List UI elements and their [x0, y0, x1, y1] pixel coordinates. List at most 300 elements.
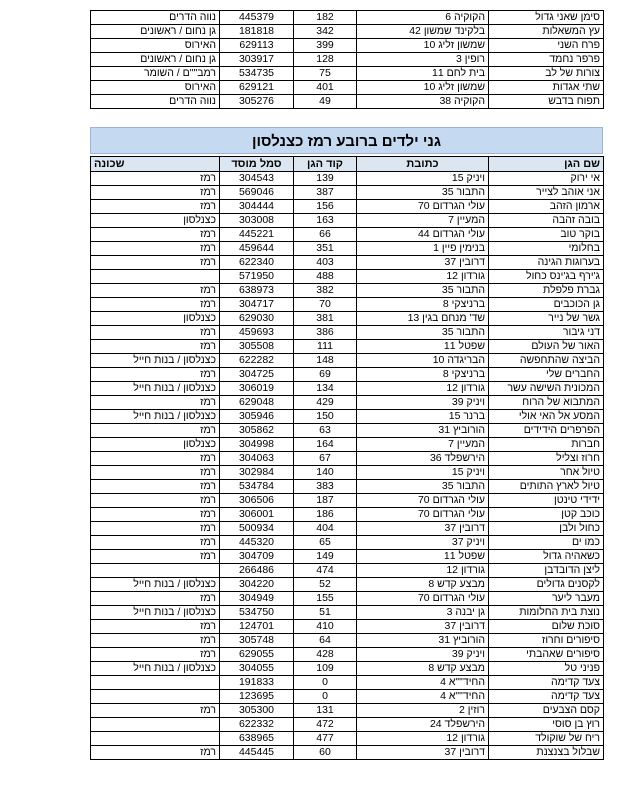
cell-id: 459644	[220, 242, 294, 256]
table-row	[91, 326, 604, 340]
cell-code: 182	[294, 11, 357, 25]
cell-address: עולי הגרדום 44	[357, 228, 489, 242]
cell-code: 60	[294, 746, 357, 760]
cell-id: 638965	[220, 732, 294, 746]
cell-id: 445221	[220, 228, 294, 242]
cell-code: 0	[294, 690, 357, 704]
table-row	[91, 214, 604, 228]
kindergartens-table	[90, 156, 604, 760]
cell-id: 534750	[220, 606, 294, 620]
cell-address: גורדון 12	[357, 382, 489, 396]
table-row	[91, 522, 604, 536]
cell-address: מבצע קדש 8	[357, 578, 489, 592]
cell-id: 622332	[220, 718, 294, 732]
table-row	[91, 634, 604, 648]
cell-address: שפטל 11	[357, 550, 489, 564]
cell-name: האור של העולם	[489, 340, 604, 354]
cell-code: 187	[294, 494, 357, 508]
table-row	[91, 53, 604, 67]
cell-neighborhood: רמז	[91, 508, 220, 522]
table-row	[91, 284, 604, 298]
table-row	[91, 578, 604, 592]
cell-id: 534735	[220, 67, 294, 81]
table-row	[91, 256, 604, 270]
table-row	[91, 746, 604, 760]
cell-neighborhood: רמז	[91, 648, 220, 662]
cell-address: החיד""א 4	[357, 690, 489, 704]
cell-neighborhood: רמז	[91, 186, 220, 200]
cell-code: 69	[294, 368, 357, 382]
cell-id: 571950	[220, 270, 294, 284]
cell-id: 304063	[220, 452, 294, 466]
cell-address: הקוקיה 6	[357, 11, 489, 25]
cell-address: גורדון 12	[357, 270, 489, 284]
cell-code: 403	[294, 256, 357, 270]
cell-neighborhood: רמז	[91, 522, 220, 536]
cell-code: 488	[294, 270, 357, 284]
cell-name: פרפר נחמד	[489, 53, 604, 67]
cell-name: טיול אחר	[489, 466, 604, 480]
table-body	[91, 172, 604, 760]
cell-code: 63	[294, 424, 357, 438]
cell-id: 629030	[220, 312, 294, 326]
cell-id: 629048	[220, 396, 294, 410]
cell-code: 70	[294, 298, 357, 312]
cell-address: הורוביץ 31	[357, 634, 489, 648]
cell-address: עולי הגרדום 70	[357, 592, 489, 606]
cell-id: 304055	[220, 662, 294, 676]
cell-neighborhood: רמז	[91, 536, 220, 550]
table-row	[91, 424, 604, 438]
cell-address: עולי הגרדום 70	[357, 494, 489, 508]
cell-address: ויניק 15	[357, 466, 489, 480]
cell-name: צורות של לב	[489, 67, 604, 81]
cell-id: 305862	[220, 424, 294, 438]
cell-name: ידידי טינטן	[489, 494, 604, 508]
cell-address: דרובין 37	[357, 522, 489, 536]
table-row	[91, 81, 604, 95]
table-row	[91, 662, 604, 676]
table-row	[91, 480, 604, 494]
cell-id: 306001	[220, 508, 294, 522]
table-row	[91, 270, 604, 284]
cell-neighborhood	[91, 718, 220, 732]
cell-neighborhood: גן נחום / ראשונים	[91, 25, 220, 39]
cell-code: 163	[294, 214, 357, 228]
cell-neighborhood	[91, 270, 220, 284]
cell-neighborhood: רמז	[91, 634, 220, 648]
cell-code: 75	[294, 67, 357, 81]
cell-neighborhood: נווה הדרים	[91, 11, 220, 25]
cell-address: הבריגדה 10	[357, 354, 489, 368]
table-row	[91, 186, 604, 200]
cell-address: הקוקיה 38	[357, 95, 489, 109]
cell-name: תפוח בדבש	[489, 95, 604, 109]
cell-neighborhood: כצנלסון / בנות חייל	[91, 354, 220, 368]
cell-address: החיד""א 4	[357, 676, 489, 690]
table-row	[91, 676, 604, 690]
cell-neighborhood: גן נחום / ראשונים	[91, 53, 220, 67]
table-row	[91, 452, 604, 466]
cell-id: 304543	[220, 172, 294, 186]
cell-code: 404	[294, 522, 357, 536]
cell-address: שפטל 11	[357, 340, 489, 354]
cell-name: גן הכוכבים	[489, 298, 604, 312]
cell-address: הירשפלד 36	[357, 452, 489, 466]
cell-id: 304949	[220, 592, 294, 606]
cell-id: 638973	[220, 284, 294, 298]
cell-code: 51	[294, 606, 357, 620]
cell-id: 305748	[220, 634, 294, 648]
cell-code: 351	[294, 242, 357, 256]
cell-name: צעד קדימה	[489, 676, 604, 690]
cell-id: 181818	[220, 25, 294, 39]
cell-neighborhood: נווה הדרים	[91, 95, 220, 109]
cell-neighborhood	[91, 564, 220, 578]
cell-name: גשר של נייר	[489, 312, 604, 326]
cell-name: החברים שלי	[489, 368, 604, 382]
cell-id: 445320	[220, 536, 294, 550]
cell-name: סוכת שלום	[489, 620, 604, 634]
cell-address: ויניק 15	[357, 172, 489, 186]
table-row	[91, 564, 604, 578]
cell-code: 386	[294, 326, 357, 340]
cell-neighborhood: רמז	[91, 200, 220, 214]
cell-address: ויניק 37	[357, 536, 489, 550]
cell-id: 622340	[220, 256, 294, 270]
cell-id: 622282	[220, 354, 294, 368]
cell-address: המעיין 7	[357, 438, 489, 452]
cell-neighborhood	[91, 676, 220, 690]
cell-id: 304998	[220, 438, 294, 452]
cell-neighborhood: רמז	[91, 466, 220, 480]
table-row	[91, 732, 604, 746]
cell-name: כשאהיה גדול	[489, 550, 604, 564]
cell-code: 401	[294, 81, 357, 95]
table-row	[91, 11, 604, 25]
cell-name: ליצן הדובדבן	[489, 564, 604, 578]
cell-code: 49	[294, 95, 357, 109]
cell-address: התבור 35	[357, 186, 489, 200]
cell-address: גורדון 12	[357, 564, 489, 578]
cell-name: פניני טל	[489, 662, 604, 676]
cell-neighborhood: רמז	[91, 480, 220, 494]
cell-address: גן יבנה 3	[357, 606, 489, 620]
cell-neighborhood: כצנלסון / בנות חייל	[91, 382, 220, 396]
cell-name: אי ירוק	[489, 172, 604, 186]
cell-code: 67	[294, 452, 357, 466]
table-row	[91, 690, 604, 704]
cell-code: 131	[294, 704, 357, 718]
cell-neighborhood: רמז	[91, 326, 220, 340]
cell-neighborhood: רמז	[91, 746, 220, 760]
cell-address: בית לחם 11	[357, 67, 489, 81]
table-row	[91, 620, 604, 634]
cell-code: 342	[294, 25, 357, 39]
cell-id: 266486	[220, 564, 294, 578]
cell-address: דרובין 37	[357, 256, 489, 270]
cell-id: 629121	[220, 81, 294, 95]
cell-id: 569046	[220, 186, 294, 200]
cell-neighborhood: רמז	[91, 452, 220, 466]
cell-code: 381	[294, 312, 357, 326]
cell-id: 304709	[220, 550, 294, 564]
cell-name: בערוגות הגינה	[489, 256, 604, 270]
table-row	[91, 95, 604, 109]
cell-neighborhood: רמז	[91, 242, 220, 256]
cell-code: 429	[294, 396, 357, 410]
header-address: כתובת	[357, 157, 489, 172]
table-row	[91, 242, 604, 256]
cell-name: בובה זהבה	[489, 214, 604, 228]
cell-id: 500934	[220, 522, 294, 536]
cell-id: 304444	[220, 200, 294, 214]
cell-address: המעיין 7	[357, 214, 489, 228]
cell-neighborhood: רמז	[91, 368, 220, 382]
cell-name: רוץ בן סוסי	[489, 718, 604, 732]
cell-neighborhood: רמז	[91, 550, 220, 564]
cell-name: טיול לארץ התותים	[489, 480, 604, 494]
cell-code: 428	[294, 648, 357, 662]
cell-neighborhood: רמז	[91, 172, 220, 186]
cell-neighborhood: כצנלסון	[91, 312, 220, 326]
cell-code: 66	[294, 228, 357, 242]
cell-id: 305300	[220, 704, 294, 718]
table-row	[91, 606, 604, 620]
table-row	[91, 704, 604, 718]
cell-code: 65	[294, 536, 357, 550]
cell-id: 305508	[220, 340, 294, 354]
cell-code: 399	[294, 39, 357, 53]
cell-name: דני גיבור	[489, 326, 604, 340]
cell-address: בלקינד שמשון 42	[357, 25, 489, 39]
cell-id: 306019	[220, 382, 294, 396]
table-row	[91, 172, 604, 186]
cell-address: דרובין 37	[357, 620, 489, 634]
cell-name: בחלומי	[489, 242, 604, 256]
table-row	[91, 67, 604, 81]
cell-code: 382	[294, 284, 357, 298]
cell-address: ברנר 15	[357, 410, 489, 424]
cell-neighborhood	[91, 690, 220, 704]
header-code: קוד הגן	[294, 157, 357, 172]
cell-name: גברת פלפלת	[489, 284, 604, 298]
cell-name: עץ המשאלות	[489, 25, 604, 39]
previous-section-rows	[91, 11, 604, 109]
table-row	[91, 592, 604, 606]
cell-name: נוצת בית החלומות	[489, 606, 604, 620]
cell-id: 304717	[220, 298, 294, 312]
cell-address: התבור 35	[357, 480, 489, 494]
cell-neighborhood: כצנלסון / בנות חייל	[91, 662, 220, 676]
table-row	[91, 340, 604, 354]
cell-name: כמו ים	[489, 536, 604, 550]
cell-code: 149	[294, 550, 357, 564]
table-row	[91, 438, 604, 452]
cell-neighborhood: רמז	[91, 340, 220, 354]
cell-neighborhood: האירוס	[91, 81, 220, 95]
cell-neighborhood: האירוס	[91, 39, 220, 53]
cell-address: התבור 35	[357, 284, 489, 298]
cell-name: קסם הצבעים	[489, 704, 604, 718]
cell-id: 123695	[220, 690, 294, 704]
cell-name: ריח של שוקולד	[489, 732, 604, 746]
cell-address: רופין 3	[357, 53, 489, 67]
table-row	[91, 228, 604, 242]
cell-address: גורדון 12	[357, 732, 489, 746]
table-row	[91, 494, 604, 508]
header-name: שם הגן	[489, 157, 604, 172]
cell-address: ברניצקי 8	[357, 298, 489, 312]
cell-code: 0	[294, 676, 357, 690]
cell-id: 305276	[220, 95, 294, 109]
cell-name: ארמון הזהב	[489, 200, 604, 214]
cell-id: 302984	[220, 466, 294, 480]
cell-code: 139	[294, 172, 357, 186]
cell-neighborhood: רמז	[91, 592, 220, 606]
cell-code: 477	[294, 732, 357, 746]
cell-id: 124701	[220, 620, 294, 634]
cell-id: 305946	[220, 410, 294, 424]
cell-code: 134	[294, 382, 357, 396]
cell-name: צעד קדימה	[489, 690, 604, 704]
cell-name: חרוז וצליל	[489, 452, 604, 466]
cell-address: שד' מנחם בגין 13	[357, 312, 489, 326]
table-row	[91, 648, 604, 662]
cell-neighborhood: רמז	[91, 424, 220, 438]
cell-code: 111	[294, 340, 357, 354]
cell-name: המכונית השישה עשר	[489, 382, 604, 396]
table-row	[91, 39, 604, 53]
cell-name: הפרפרים הידידים	[489, 424, 604, 438]
table-row	[91, 718, 604, 732]
table-row	[91, 410, 604, 424]
cell-address: שמשון זליג 10	[357, 39, 489, 53]
cell-address: עולי הגרדום 70	[357, 508, 489, 522]
cell-address: עולי הגרדום 70	[357, 200, 489, 214]
table-row	[91, 508, 604, 522]
cell-id: 445379	[220, 11, 294, 25]
cell-neighborhood: רמז	[91, 620, 220, 634]
cell-code: 52	[294, 578, 357, 592]
cell-neighborhood: רמז	[91, 298, 220, 312]
cell-code: 64	[294, 634, 357, 648]
cell-id: 629055	[220, 648, 294, 662]
cell-name: סימן שאני גדול	[489, 11, 604, 25]
cell-name: סיפורים וחרוז	[489, 634, 604, 648]
cell-name: הביצה שהתחפשה	[489, 354, 604, 368]
cell-name: אני אוהב לצייר	[489, 186, 604, 200]
cell-neighborhood: רמב""ם / השומר	[91, 67, 220, 81]
cell-code: 164	[294, 438, 357, 452]
cell-neighborhood: רמז	[91, 396, 220, 410]
cell-id: 629113	[220, 39, 294, 53]
cell-name: המסע אל האי אולי	[489, 410, 604, 424]
cell-neighborhood: כצנלסון / בנות חייל	[91, 578, 220, 592]
cell-name: סיפורים שאהבתי	[489, 648, 604, 662]
cell-neighborhood: כצנלסון / בנות חייל	[91, 606, 220, 620]
table-row	[91, 466, 604, 480]
cell-name: מעבר ליער	[489, 592, 604, 606]
table-row	[91, 200, 604, 214]
cell-code: 150	[294, 410, 357, 424]
table-row	[91, 25, 604, 39]
cell-code: 410	[294, 620, 357, 634]
cell-name: המתבוא של הרוח	[489, 396, 604, 410]
cell-address: הורוביץ 31	[357, 424, 489, 438]
cell-name: כחול ולבן	[489, 522, 604, 536]
cell-id: 445445	[220, 746, 294, 760]
cell-address: הירשפלד 24	[357, 718, 489, 732]
table-row	[91, 396, 604, 410]
table-row	[91, 298, 604, 312]
cell-id: 534784	[220, 480, 294, 494]
cell-address: ויניק 39	[357, 396, 489, 410]
table-row	[91, 312, 604, 326]
cell-code: 387	[294, 186, 357, 200]
cell-id: 303917	[220, 53, 294, 67]
cell-name: בוקר טוב	[489, 228, 604, 242]
cell-neighborhood: רמז	[91, 704, 220, 718]
cell-name: שתי אגדות	[489, 81, 604, 95]
cell-address: ברניצקי 8	[357, 368, 489, 382]
cell-address: בנימין פיין 1	[357, 242, 489, 256]
cell-address: מבצע קדש 8	[357, 662, 489, 676]
cell-neighborhood: רמז	[91, 494, 220, 508]
cell-address: התבור 35	[357, 326, 489, 340]
table-header	[91, 157, 604, 172]
cell-code: 186	[294, 508, 357, 522]
table-row	[91, 368, 604, 382]
previous-section-table	[90, 10, 604, 109]
cell-address: רוזין 2	[357, 704, 489, 718]
cell-neighborhood: רמז	[91, 228, 220, 242]
cell-address: שמשון זליג 10	[357, 81, 489, 95]
cell-id: 304725	[220, 368, 294, 382]
table-row	[91, 382, 604, 396]
cell-code: 156	[294, 200, 357, 214]
cell-neighborhood: רמז	[91, 256, 220, 270]
cell-id: 191833	[220, 676, 294, 690]
cell-code: 109	[294, 662, 357, 676]
cell-name: לקסנים גדולים	[489, 578, 604, 592]
cell-code: 383	[294, 480, 357, 494]
cell-code: 140	[294, 466, 357, 480]
cell-name: כוכב קטן	[489, 508, 604, 522]
cell-name: שבלול בצנצנת	[489, 746, 604, 760]
cell-address: דרובין 37	[357, 746, 489, 760]
header-neighborhood: שכונה	[91, 157, 220, 172]
cell-id: 306506	[220, 494, 294, 508]
cell-name: חברות	[489, 438, 604, 452]
cell-code: 472	[294, 718, 357, 732]
cell-neighborhood: כצנלסון / בנות חייל	[91, 410, 220, 424]
table-row	[91, 536, 604, 550]
cell-id: 304220	[220, 578, 294, 592]
cell-neighborhood: רמז	[91, 284, 220, 298]
cell-address: ויניק 39	[357, 648, 489, 662]
cell-code: 474	[294, 564, 357, 578]
header-id: סמל מוסד	[220, 157, 294, 172]
cell-name: פרח השני	[489, 39, 604, 53]
table-row	[91, 354, 604, 368]
cell-name: ג'ירף בג'ינס כחול	[489, 270, 604, 284]
cell-code: 128	[294, 53, 357, 67]
cell-neighborhood: כצנלסון	[91, 214, 220, 228]
header-row	[91, 157, 604, 172]
cell-code: 148	[294, 354, 357, 368]
cell-id: 459693	[220, 326, 294, 340]
